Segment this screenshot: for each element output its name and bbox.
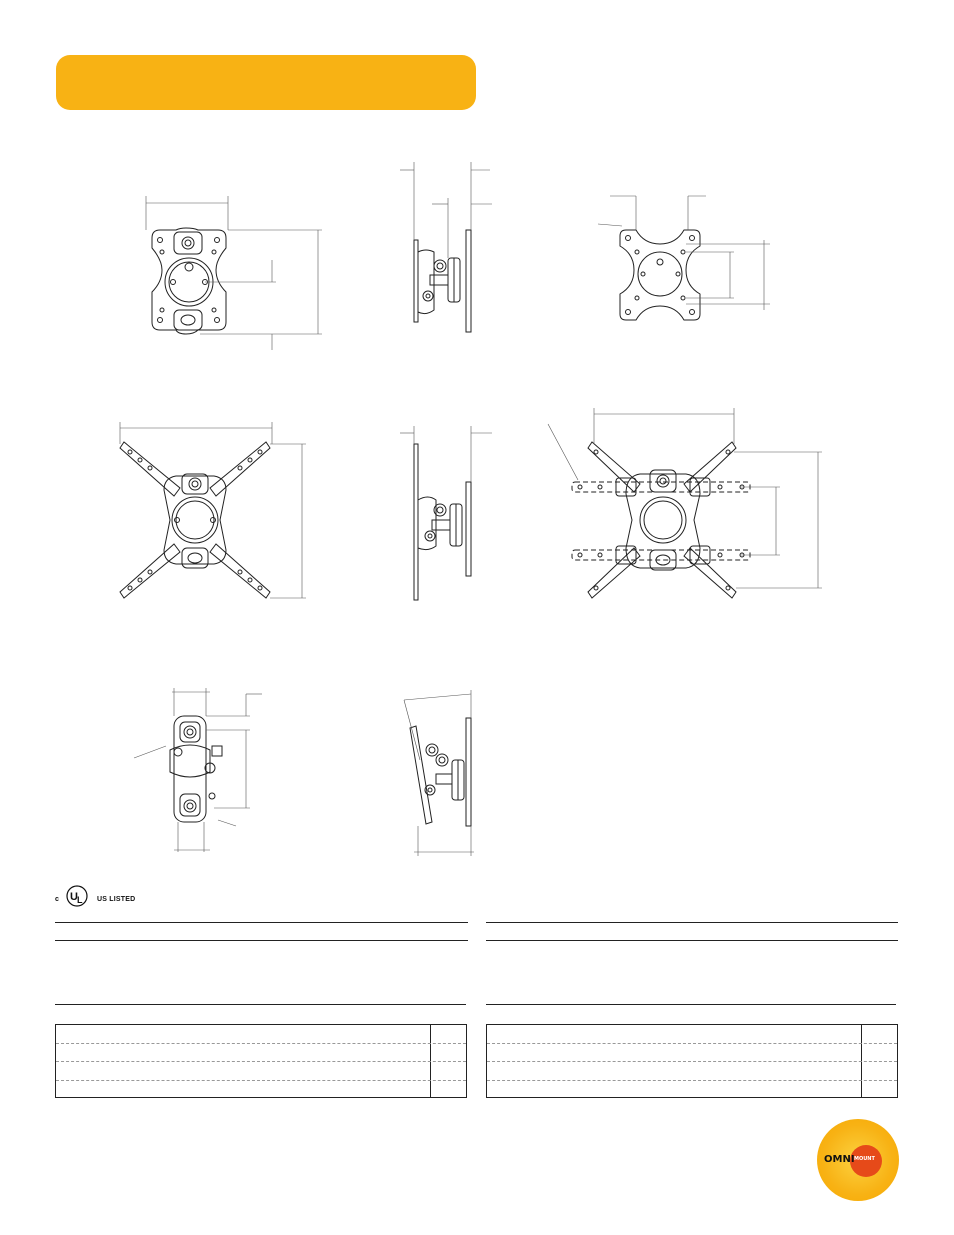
omnimount-logo [817, 1119, 899, 1201]
table-row [56, 1061, 466, 1062]
right-table-rule [486, 1004, 896, 1005]
logo-text-secondary: MOUNT [854, 1156, 875, 1162]
ul-c-mark: c [55, 896, 59, 903]
ul-listed-icon [55, 884, 99, 908]
left-spec-table [55, 1024, 467, 1098]
drawing-bracket-rear [134, 688, 262, 852]
svg-text:L: L [77, 895, 83, 905]
drawing-front-small [146, 196, 322, 350]
table-row [56, 1043, 466, 1044]
left-table-rule [55, 1004, 466, 1005]
drawing-plate-front [598, 196, 770, 320]
ul-listed-text: US LISTED [97, 896, 136, 903]
drawing-side-small [400, 162, 492, 332]
table-row [56, 1080, 466, 1081]
drawing-front-large [120, 422, 306, 598]
left-heading-rule-top [55, 922, 468, 923]
svg-text:U: U [70, 891, 78, 903]
table-row [487, 1043, 897, 1044]
right-spec-table [486, 1024, 898, 1098]
right-heading-rule-top [486, 922, 898, 923]
drawing-side-tilted [404, 690, 474, 856]
table-row [487, 1061, 897, 1062]
right-heading-rule-bottom [486, 940, 898, 941]
logo-text-primary: OMNI [824, 1154, 855, 1165]
drawing-front-arms [548, 408, 822, 598]
table-row [487, 1080, 897, 1081]
drawing-side-large [400, 426, 492, 600]
left-heading-rule-bottom [55, 940, 468, 941]
